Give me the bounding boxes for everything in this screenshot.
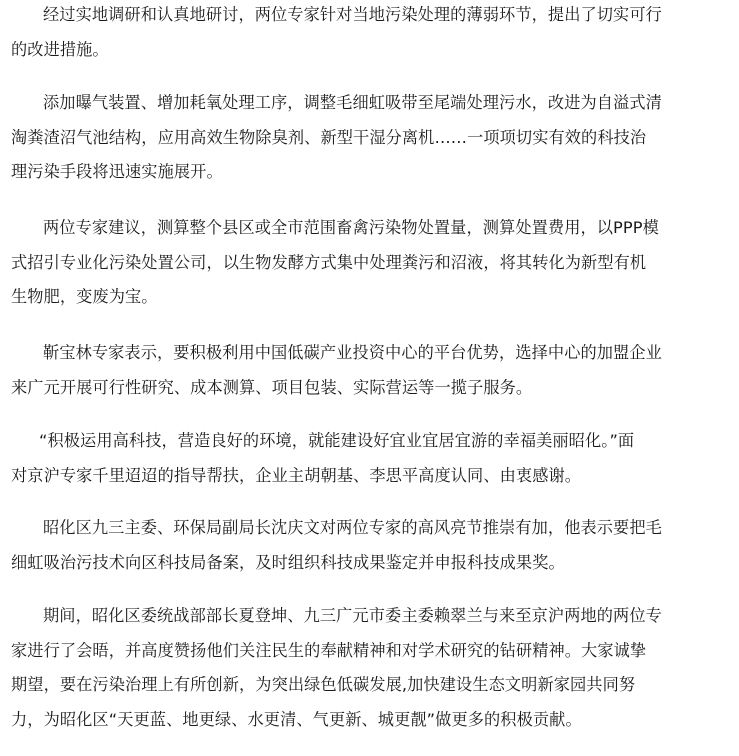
paragraph-5 [11,424,735,493]
paragraph-2 [11,86,735,190]
paragraph-line: 细虹吸治污技术向区科技局备案，及时组织科技成果鉴定并申报科技成果奖。 [11,552,565,572]
paragraph-3 [11,211,735,315]
paragraph-line: 添加曝气装置、增加耗氧处理工序，调整毛细虹吸带至尾端处理污水，改进为自溢式清 [43,93,662,112]
paragraph-line: 对京沪专家千里迢迢的指导帮扶，企业主胡朝基、李思平高度认同、由衷感谢。 [11,465,582,485]
paragraph-line: 力，为昭化区“天更蓝、地更绿、水更清、气更新、城更靓”做更多的积极贡献。 [11,709,582,729]
paragraph-line: 期间，昭化区委统战部部长夏登坤、九三广元市委主委赖翠兰与来至京沪两地的两位专 [43,606,662,625]
paragraph-line: 式招引专业化污染处置公司，以生物发酵方式集中处理粪污和沼液，将其转化为新型有机 [11,252,647,272]
paragraph-line: 淘粪渣沼气池结构，应用高效生物除臭剂、新型干湿分离机……一项项切实有效的科技治 [11,127,647,147]
paragraph-7 [11,599,735,737]
paragraph-line: 两位专家建议，测算整个县区或全市范围畜禽污染物处置量，测算处置费用，以PPP模 [43,218,659,237]
paragraph-line: 期望，要在污染治理上有所创新，为突出绿色低碳发展,加快建设生态文明新家园共同努 [11,675,636,695]
paragraph-line: 来广元开展可行性研究、成本测算、项目包装、实际营运等一揽子服务。 [11,377,533,397]
paragraph-line: 的改进措施。 [11,39,109,59]
paragraph-6 [11,511,735,580]
paragraph-line: 生物肥，变废为宝。 [11,287,158,307]
paragraph-1 [11,0,735,67]
paragraph-line: “积极运用高科技，营造良好的环境，就能建设好宜业宜居宜游的幸福美丽昭化。”面 [39,431,635,450]
paragraph-line: 靳宝林专家表示，要积极利用中国低碳产业投资中心的平台优势，选择中心的加盟企业 [43,343,662,362]
paragraph-line: 家进行了会晤，并高度赞扬他们关注民生的奉献精神和对学术研究的钻研精神。大家诚挚 [11,640,647,660]
paragraph-4 [11,336,735,405]
paragraph-line: 理污染手段将迅速实施展开。 [11,162,223,182]
paragraph-line: 经过实地调研和认真地研讨，两位专家针对当地污染处理的薄弱环节，提出了切实可行 [43,5,662,24]
paragraph-line: 昭化区九三主委、环保局副局长沈庆文对两位专家的高风亮节推崇有加，他表示要把毛 [43,518,662,537]
